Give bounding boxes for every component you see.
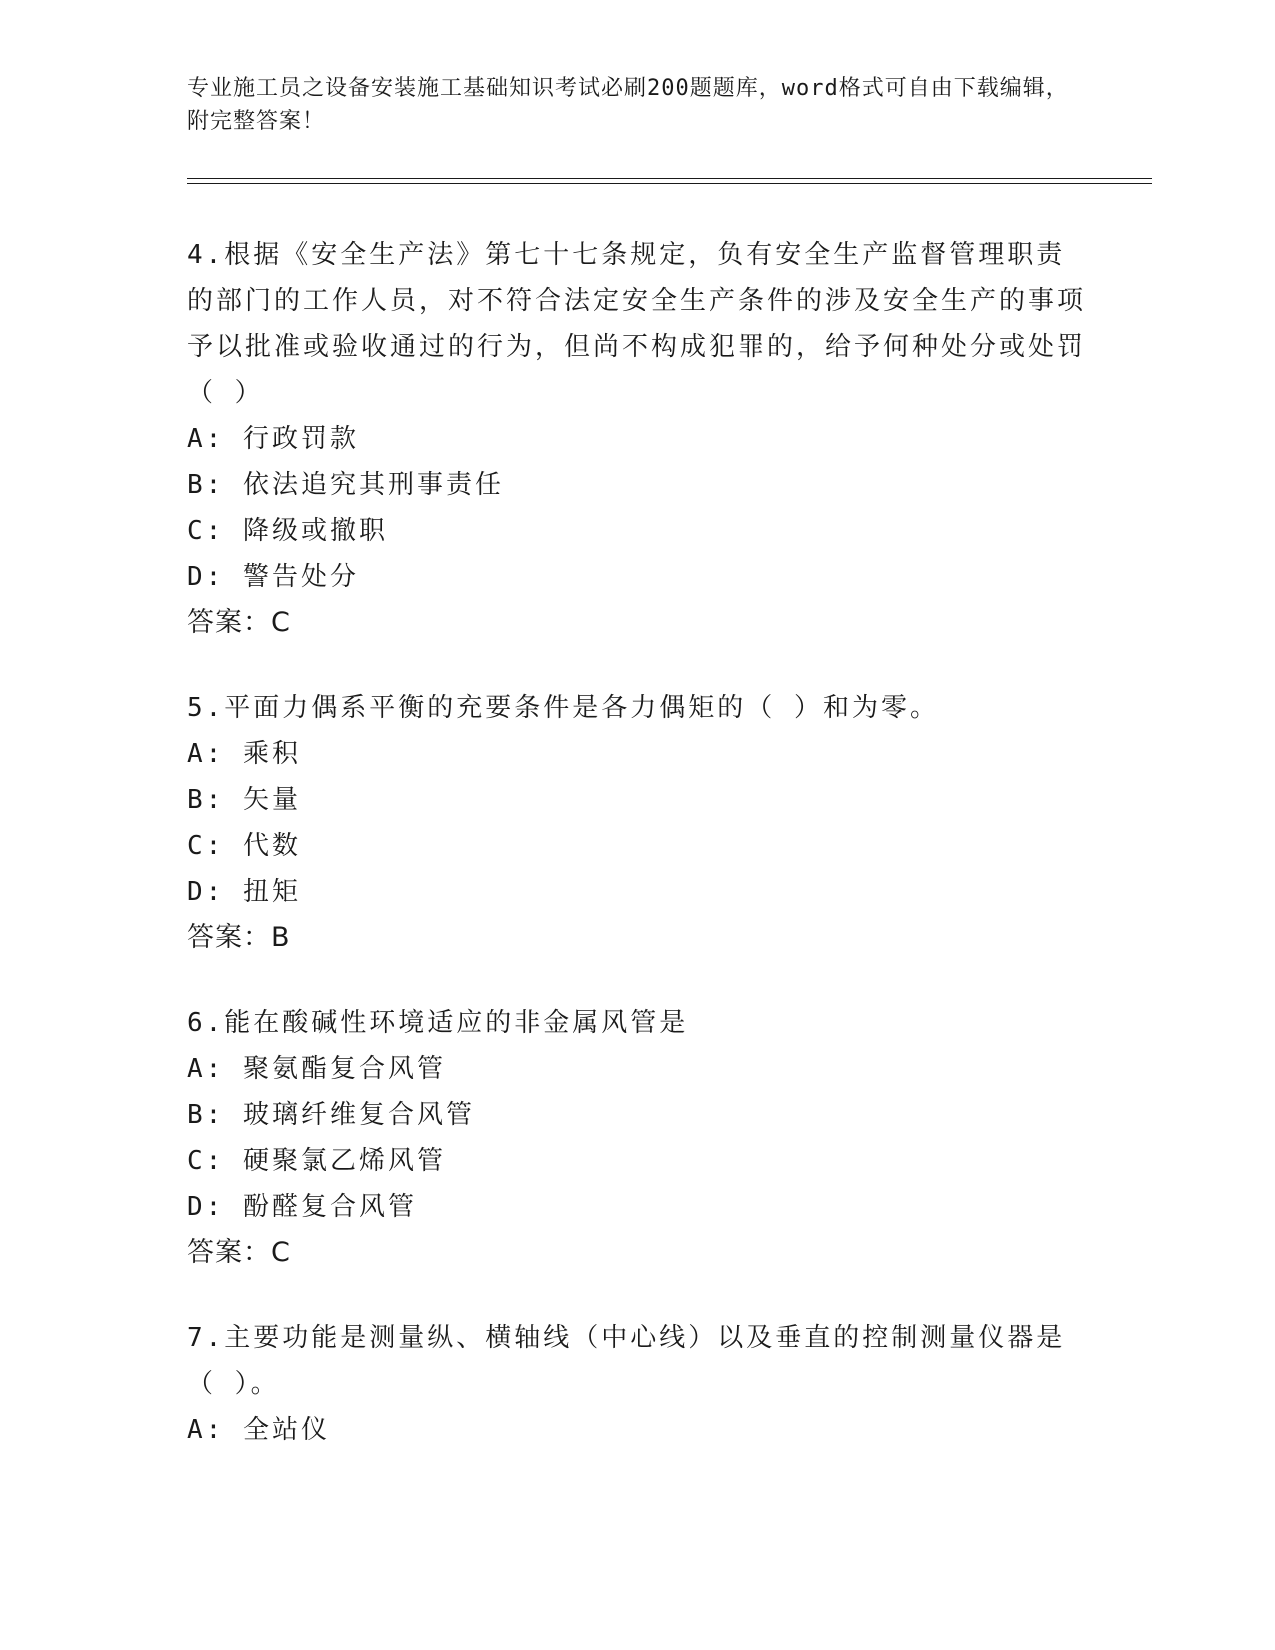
option-a: A: 聚氨酯复合风管 <box>187 1054 446 1084</box>
answer-label: 答案：C <box>187 607 291 638</box>
option-d: D: 扭矩 <box>187 877 301 907</box>
answer-label: 答案：B <box>187 922 291 953</box>
option-d: D: 酚醛复合风管 <box>187 1192 417 1222</box>
option-b: B: 玻璃纤维复合风管 <box>187 1100 475 1130</box>
document-header: 专业施工员之设备安装施工基础知识考试必刷200题题库，word格式可自由下载编辑，附完整答案！ <box>187 76 1069 134</box>
question-item <box>187 1315 1087 1453</box>
option-c: C: 硬聚氯乙烯风管 <box>187 1146 446 1176</box>
header-divider-top <box>187 178 1152 179</box>
option-a: A: 乘积 <box>187 739 301 769</box>
question-list <box>187 232 1087 1492</box>
option-b: B: 依法追究其刑事责任 <box>187 470 504 500</box>
question-stem: 5.平面力偶系平衡的充要条件是各力偶矩的（ ）和为零。 <box>187 693 939 723</box>
question-item <box>187 1000 1087 1276</box>
question-stem: 6.能在酸碱性环境适应的非金属风管是 <box>187 1008 689 1038</box>
option-a: A: 行政罚款 <box>187 424 359 454</box>
question-item <box>187 685 1087 961</box>
option-c: C: 降级或撤职 <box>187 516 388 546</box>
option-d: D: 警告处分 <box>187 562 359 592</box>
option-b: B: 矢量 <box>187 785 301 815</box>
question-stem: 4.根据《安全生产法》第七十七条规定，负有安全生产监督管理职责的部门的工作人员，对不符合法定安全生产条件的涉及安全生产的事项予以批准或验收通过的行为，但尚不构成犯罪的，给予何种处分或处罚（ ） <box>187 240 1087 408</box>
question-item <box>187 232 1087 646</box>
option-c: C: 代数 <box>187 831 301 861</box>
option-a: A: 全站仪 <box>187 1415 330 1445</box>
question-stem: 7.主要功能是测量纵、横轴线（中心线）以及垂直的控制测量仪器是（ ）。 <box>187 1323 1066 1399</box>
answer-label: 答案：C <box>187 1237 291 1268</box>
header-divider-bottom <box>187 183 1152 184</box>
